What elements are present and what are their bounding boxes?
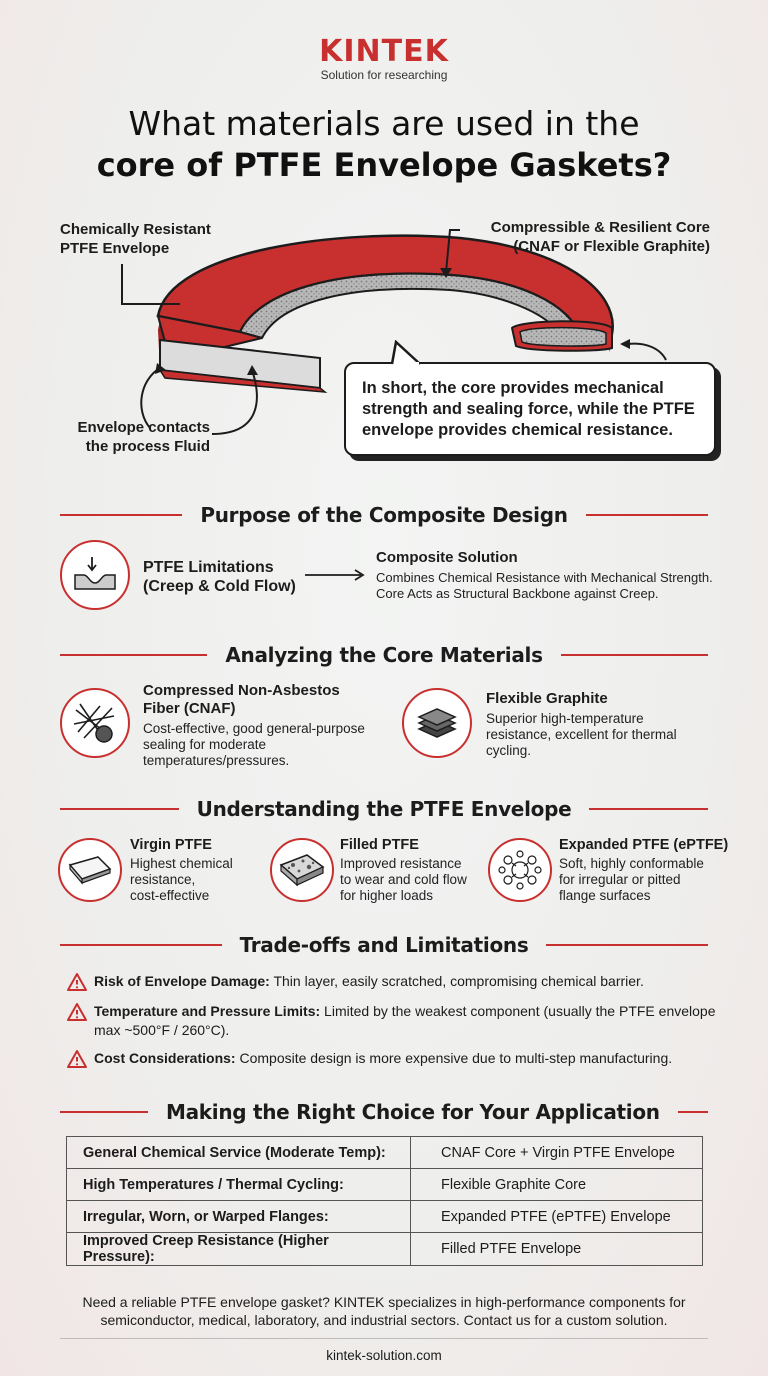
cnaf-title: Compressed Non-Asbestos Fiber (CNAF) [143, 682, 340, 717]
composite-solution-title: Composite Solution [376, 549, 518, 566]
choice-table [66, 1136, 703, 1266]
tradeoff-item: Temperature and Pressure Limits: Limited by the weakest component (usually the PTFE envelope max ~500°F / 260°C). [66, 1002, 726, 1040]
footer-cta: Need a reliable PTFE envelope gasket? KINTEK specializes in high-performance components for semiconductor, medical, laboratory, and industrial sectors. Contact us for a custom solution. [82, 1294, 686, 1328]
creep-icon [60, 540, 130, 610]
graphite-text: Superior high-temperature resistance, excellent for thermal cycling. [486, 711, 677, 758]
section-choice [0, 1100, 768, 1124]
section-core-materials [0, 643, 768, 667]
virgin-ptfe-text: Highest chemical resistance, cost-effective [130, 856, 233, 903]
fiber-icon [60, 688, 130, 758]
label-envelope-contact: Envelope contacts the process Fluid [77, 419, 210, 455]
graphite-layers-icon [402, 688, 472, 758]
footer-url-link[interactable]: kintek-solution.com [326, 1348, 442, 1363]
warning-icon [66, 1049, 94, 1074]
warning-icon [66, 972, 94, 997]
label-core: Compressible & Resilient Core (CNAF or Flexible Graphite) [490, 219, 710, 255]
eptfe-icon [488, 838, 552, 902]
virgin-ptfe-icon [58, 838, 122, 902]
eptfe-text: Soft, highly conformable for irregular or pitted flange surfaces [559, 856, 704, 903]
label-ptfe-envelope: Chemically Resistant PTFE Envelope [60, 221, 211, 257]
kintek-logo: KINTEK [319, 34, 449, 69]
section-heading: Understanding the PTFE Envelope [196, 797, 572, 821]
table-row: High Temperatures / Thermal Cycling: Flexible Graphite Core [67, 1169, 703, 1201]
section-heading: Trade-offs and Limitations [239, 933, 529, 957]
virgin-ptfe-title: Virgin PTFE [130, 837, 212, 853]
tradeoff-item: Risk of Envelope Damage: Thin layer, easily scratched, compromising chemical barrier. [66, 972, 726, 997]
section-heading: Making the Right Choice for Your Application [166, 1100, 660, 1124]
summary-callout: In short, the core provides mechanical strength and sealing force, while the PTFE envelope provides chemical resistance. [344, 362, 716, 456]
composite-solution-text: Combines Chemical Resistance with Mechanical Strength. Core Acts as Structural Backbone against Creep. [376, 570, 713, 601]
table-row: Improved Creep Resistance (Higher Pressure): Filled PTFE Envelope [67, 1233, 703, 1266]
page-title-line1: What materials are used in the [128, 104, 640, 143]
ptfe-limitations-title: PTFE Limitations (Creep & Cold Flow) [143, 559, 296, 595]
table-row: Irregular, Worn, or Warped Flanges: Expanded PTFE (ePTFE) Envelope [67, 1201, 703, 1233]
footer-divider [60, 1338, 708, 1339]
eptfe-title: Expanded PTFE (ePTFE) [559, 837, 729, 853]
warning-icon [66, 1002, 94, 1040]
brand-tagline: Solution for researching [320, 68, 448, 82]
table-row: General Chemical Service (Moderate Temp): CNAF Core + Virgin PTFE Envelope [67, 1137, 703, 1169]
tradeoff-item: Cost Considerations: Composite design is more expensive due to multi-step manufacturing. [66, 1049, 726, 1074]
filled-ptfe-icon [270, 838, 334, 902]
page-title-line2: core of PTFE Envelope Gaskets? [96, 146, 672, 184]
cnaf-text: Cost-effective, good general-purpose sealing for moderate temperatures/pressures. [143, 721, 365, 768]
section-envelope [0, 797, 768, 821]
section-tradeoffs [0, 933, 768, 957]
filled-ptfe-title: Filled PTFE [340, 837, 419, 853]
callout-pointer [390, 340, 430, 366]
section-heading: Purpose of the Composite Design [200, 503, 568, 527]
arrow-right-icon [305, 568, 367, 582]
section-purpose [0, 503, 768, 527]
filled-ptfe-text: Improved resistance to wear and cold flow for higher loads [340, 856, 467, 903]
graphite-title: Flexible Graphite [486, 690, 608, 707]
section-heading: Analyzing the Core Materials [225, 643, 543, 667]
